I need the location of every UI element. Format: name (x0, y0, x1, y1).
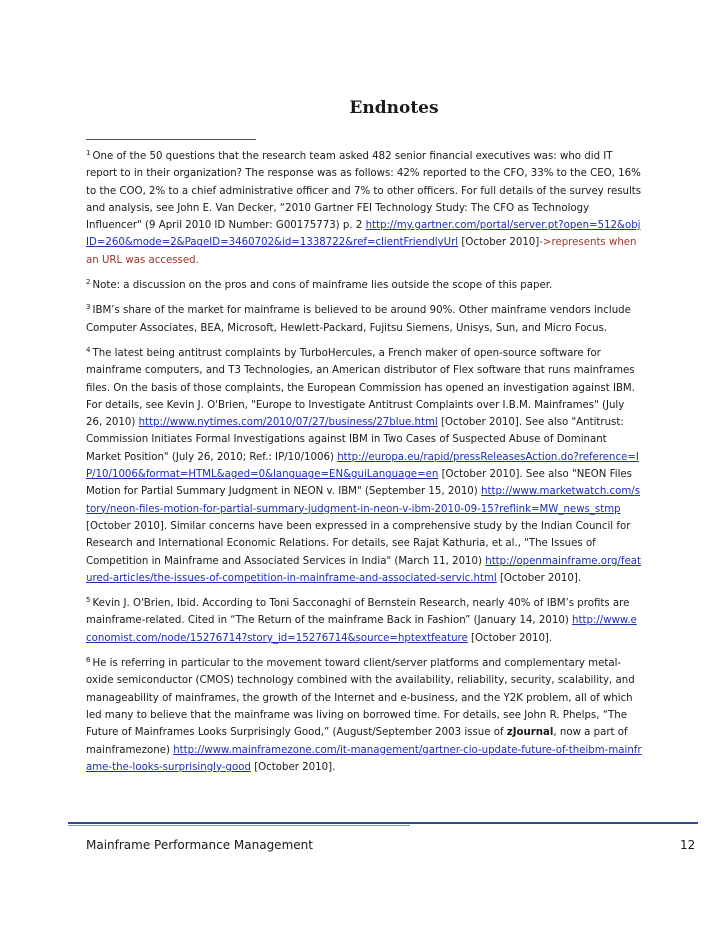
endnote-text: He is referring in particular to the movement toward client/server platforms and complementary metal-oxide semiconductor (CMOS) technology combined with the availability, reliability, security, scalability, and manageability of mainframes, the growth of the Internet and e-business, and the Y2K problem, all of which led many to believe that the mainframe was living on borrowed time. For details, see John R. Phelps, “The Future of Mainframes Looks Surprisingly Good,” (August/September 2003 issue of (86, 658, 635, 739)
endnote-1 (86, 148, 642, 269)
endnote-text: [October 2010] (458, 237, 540, 249)
footer-rule (68, 822, 698, 824)
endnote-link[interactable]: http://my.gartner.com/portal/server.pt?open=512&objID=260&mode=2&PageID=3460702&id=1338722&ref=clientFriendlyUrl (86, 220, 641, 249)
endnote-link[interactable]: http://openmainframe.org/featured-articles/the-issues-of-competition-in-mainframe-and-associated-servic.html (86, 555, 642, 584)
endnote-text: , now a part of mainframezone) (86, 727, 628, 756)
endnote-3 (86, 302, 642, 337)
endnote-link[interactable]: http://www.mainframezone.com/it-management/gartner-cio-update-future-of-theibm-mainframe-the-looks-surprisingly-good (86, 744, 642, 773)
footer-page-number: 12 (680, 838, 696, 852)
endnote-link[interactable]: http://www.economist.com/node/15276714?story_id=15276714&source=hptextfeature (86, 615, 637, 644)
endnote-number: 4 (86, 345, 91, 354)
endnote-text: [October 2010]. Similar concerns have been expressed in a comprehensive study by the Indian Council for Research and International Economic Relations. For details, see Rajat Kathuria, et al., "The Issues of Competition in Mainframe and Associated Services in India" (March 11, 2010) (86, 520, 631, 567)
endnote-text: Kevin J. O'Brien, Ibid. According to Toni Sacconaghi of Bernstein Research, nearly 40% of IBM’s profits are mainframe-related. Cited in “The Return of the mainframe Back in Fashion” (January 14, 2010) (86, 598, 630, 627)
endnote-text: IBM’s share of the market for mainframe is believed to be around 90%. Other mainframe vendors include Computer Associates, BEA, Microsoft, Hewlett-Packard, Fujitsu Siemens, Unisys, Sun, and Micro Focus. (86, 305, 631, 334)
endnote-number: 5 (86, 596, 91, 605)
page-title-text: Endnotes (349, 98, 439, 118)
endnote-text: [October 2010]. See also "NEON Files Motion for Partial Summary Judgment in NEON v. IBM" (September 15, 2010) (86, 469, 632, 498)
endnote-number: 6 (86, 656, 91, 665)
endnote-2 (86, 277, 642, 294)
endnote-link[interactable]: http://www.nytimes.com/2010/07/27/business/27blue.html (138, 417, 438, 429)
endnote-text: [October 2010]. See also "Antitrust: Commission Initiates Formal Investigations against IBM in Two Cases of Suspected Abuse of Dominant Market Position" (July 26, 2010; Ref.: IP/10/1006) (86, 417, 624, 463)
endnote-number: 1 (86, 149, 91, 157)
endnote-text: Note: a discussion on the pros and cons of mainframe lies outside the scope of this paper. (92, 280, 553, 292)
endnote-number: 2 (86, 278, 91, 287)
endnote-text: One of the 50 questions that the research team asked 482 senior financial executives was: who did IT report to in their organization? The response was as follows: 42% reported to the CFO, 33% to the CEO, 16% to the COO, 2% to a chief administrative officer and 7% to other officers. For full details of the survey results and analysis, see John E. Van Decker, “2010 Gartner FEI Technology Study: The CFO as Technology Influencer" (9 April 2010 ID Number: G00175773) p. 2 (86, 151, 642, 232)
endnote-text: [October 2010]. (496, 572, 582, 584)
page-title (0, 98, 728, 118)
endnote-6 (86, 655, 642, 776)
endnote-link[interactable]: http://www.marketwatch.com/story/neon-files-motion-for-partial-summary-judgment-in-neon-v-ibm-2010-09-15?reflink=MW_news_stmp (86, 486, 641, 515)
endnote-link[interactable]: http://europa.eu/rapid/pressReleasesAction.do?reference=IP/10/1006&format=HTML&aged=0&language=EN&guiLanguage=en (86, 451, 639, 481)
endnote-remark: ->represents when an URL was accessed. (86, 237, 637, 266)
endnote-bold-text: zJournal (506, 727, 554, 739)
endnote-text: [October 2010]. (250, 761, 336, 773)
footer-rule-shade (68, 825, 410, 826)
footer-document-title: Mainframe Performance Management (86, 838, 313, 852)
endnote-text: The latest being antitrust complaints by TurboHercules, a French maker of open-source software for mainframe computers, and T3 Technologies, an American distributor of Flex software that runs mainframes files. On the basis of those complaints, the European Commission has opened an investigation against IBM. For details, see Kevin J. O'Brien, "Europe to Investigate Antitrust Complaints over I.B.M. Mainframes" (July 26, 2010) (86, 347, 635, 429)
endnote-4 (86, 345, 642, 587)
endnote-separator (86, 139, 256, 140)
endnotes-list (86, 148, 642, 784)
endnote-number: 3 (86, 303, 91, 312)
endnote-5 (86, 595, 642, 647)
endnote-text: [October 2010]. (467, 632, 553, 644)
